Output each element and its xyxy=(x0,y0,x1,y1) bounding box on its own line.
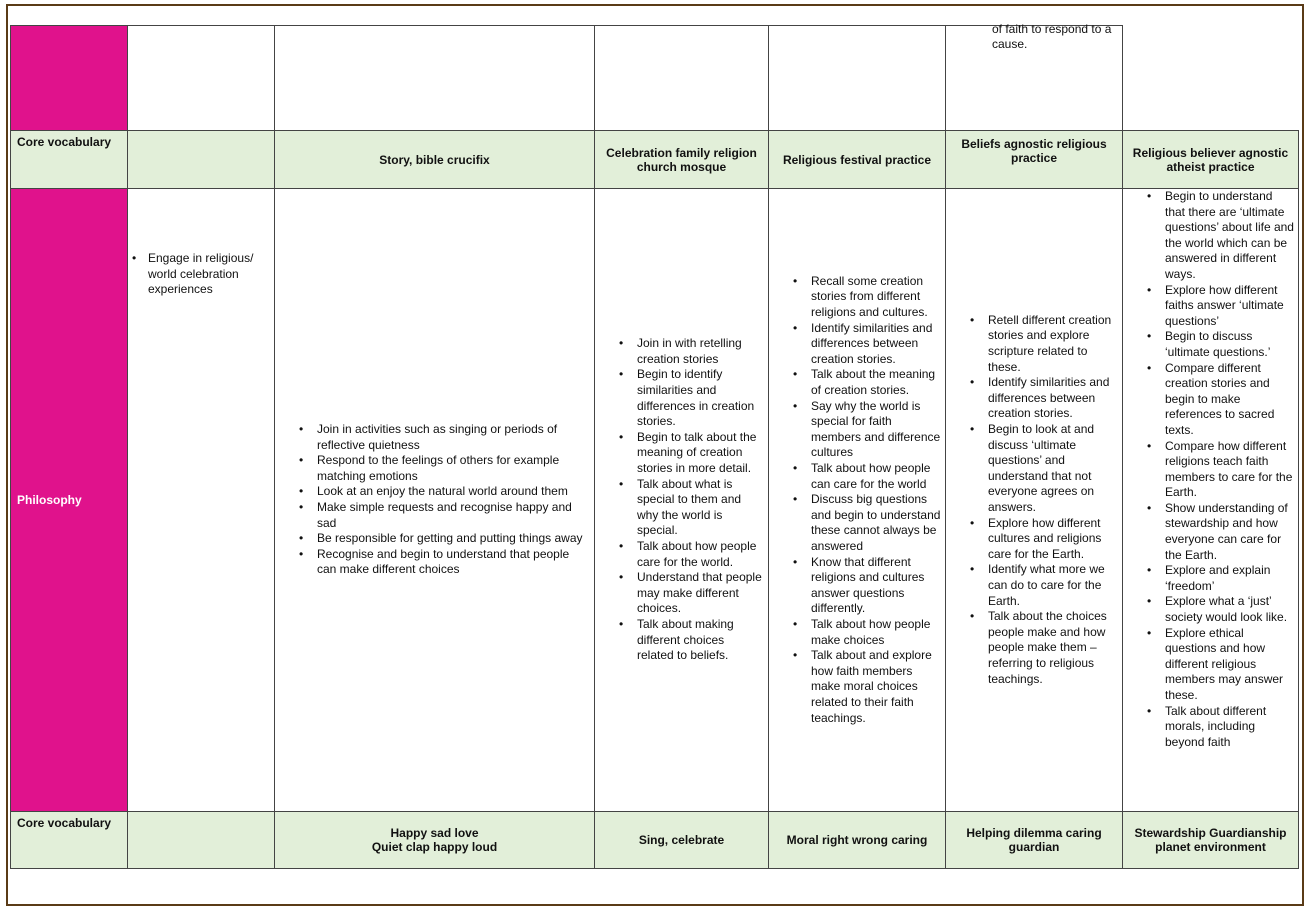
vocab-row-2-label: Core vocabulary xyxy=(11,812,128,869)
vocab-1-cell-6: Religious believer agnostic atheist practice xyxy=(1123,131,1299,189)
vocab-2-cell-2: Happy sad love Quiet clap happy loud xyxy=(275,812,595,869)
bullet-item: • Say why the world is special for faith members and difference cultures xyxy=(789,399,941,461)
col-4-list xyxy=(789,274,945,726)
vocab-2-cell-1 xyxy=(128,812,275,869)
bullet-item: • Understand that people may make different choices. xyxy=(615,570,764,617)
bullet-item: • Begin to talk about the meaning of creation stories in more detail. xyxy=(615,430,764,477)
philosophy-label: Philosophy xyxy=(11,189,128,812)
bullet-item: • Explore ethical questions and how different religious members may answer these. xyxy=(1143,626,1294,704)
philosophy-col-3 xyxy=(595,189,769,812)
col-5-list xyxy=(966,313,1122,687)
bullet-item: • Talk about making different choices related to beliefs. xyxy=(615,617,764,664)
bullet-item: • Recognise and begin to understand that people can make different choices xyxy=(295,547,590,578)
top-row-label-cell xyxy=(11,26,128,131)
bullet-item: • Be responsible for getting and putting things away xyxy=(295,531,590,547)
curriculum-table xyxy=(10,22,1299,869)
bullet-item: • Retell different creation stories and explore scripture related to these. xyxy=(966,313,1118,375)
bullet-item: • Begin to understand that there are ‘ultimate questions’ about life and the world which can be answered in different ways. xyxy=(1143,189,1294,283)
bullet-item: • Compare different creation stories and begin to make references to sacred texts. xyxy=(1143,361,1294,439)
bullet-item: • Talk about the choices people make and how people make them – referring to religious teachings. xyxy=(966,609,1118,687)
philosophy-col-1 xyxy=(128,189,275,812)
bullet-item: • Compare how different religions teach faith members to care for the Earth. xyxy=(1143,439,1294,501)
bullet-item: • Recall some creation stories from different religions and cultures. xyxy=(789,274,941,321)
vocab-1-cell-1 xyxy=(128,131,275,189)
philosophy-col-5 xyxy=(946,189,1123,812)
bullet-item: • Talk about and explore how faith members make moral choices related to their faith teachings. xyxy=(789,648,941,726)
vocab-1-cell-4: Religious festival practice xyxy=(769,131,946,189)
bullet-item: • Talk about how people make choices xyxy=(789,617,941,648)
bullet-item: • Join in activities such as singing or periods of reflective quietness xyxy=(295,422,590,453)
bullet-item: • Explore how different faiths answer ‘ultimate questions’ xyxy=(1143,283,1294,330)
philosophy-row xyxy=(11,189,1299,812)
bullet-item: • Explore how different cultures and religions care for the Earth. xyxy=(966,516,1118,563)
top-row xyxy=(11,26,1299,131)
bullet-item: • Talk about how people care for the world. xyxy=(615,539,764,570)
philosophy-col-2 xyxy=(275,189,595,812)
col-2-list xyxy=(295,422,594,578)
bullet-item: • Explore and explain ‘freedom’ xyxy=(1143,563,1294,594)
bullet-item: • Begin to look at and discuss ‘ultimate questions’ and understand that not everyone agrees on answers. xyxy=(966,422,1118,516)
vocab-row-1-label: Core vocabulary xyxy=(11,131,128,189)
bullet-item: • Begin to discuss ‘ultimate questions.’ xyxy=(1143,329,1294,360)
bullet-item: • Respond to the feelings of others for example matching emotions xyxy=(295,453,590,484)
vocab-2-cell-6: Stewardship Guardianship planet environment xyxy=(1123,812,1299,869)
bullet-item: • Engage in religious/ world celebration experiences xyxy=(128,251,270,298)
col-6-list xyxy=(1143,189,1298,750)
bullet-item: • Talk about the meaning of creation stories. xyxy=(789,367,941,398)
fragment-text: of faith to respond to a cause. xyxy=(992,22,1112,51)
vocab-row-2 xyxy=(11,812,1299,869)
bullet-item: • Identify similarities and differences between creation stories. xyxy=(789,321,941,368)
bullet-item: • Begin to identify similarities and differences in creation stories. xyxy=(615,367,764,429)
vocab-2-cell-4: Moral right wrong caring xyxy=(769,812,946,869)
bullet-item: • Show understanding of stewardship and how everyone can care for the Earth. xyxy=(1143,501,1294,563)
vocab-1-cell-5: Beliefs agnostic religious practice xyxy=(946,131,1123,189)
bullet-item: • Make simple requests and recognise happy and sad xyxy=(295,500,590,531)
bullet-item: • Talk about what is special to them and why the world is special. xyxy=(615,477,764,539)
vocab-2-cell-3: Sing, celebrate xyxy=(595,812,769,869)
bullet-item: • Look at an enjoy the natural world around them xyxy=(295,484,590,500)
top-row-cell-6 xyxy=(946,22,1123,131)
bullet-item: • Talk about how people can care for the world xyxy=(789,461,941,492)
vocab-1-cell-2: Story, bible crucifix xyxy=(275,131,595,189)
bullet-item: • Explore what a ‘just’ society would look like. xyxy=(1143,594,1294,625)
bullet-item: • Identify similarities and differences between creation stories. xyxy=(966,375,1118,422)
bullet-item: • Identify what more we can do to care for the Earth. xyxy=(966,562,1118,609)
vocab-1-cell-3: Celebration family religion church mosque xyxy=(595,131,769,189)
top-row-cell-1 xyxy=(128,26,275,131)
bullet-item: • Know that different religions and cultures answer questions differently. xyxy=(789,555,941,617)
philosophy-col-6 xyxy=(1123,189,1299,812)
vocab-2-cell-5: Helping dilemma caring guardian xyxy=(946,812,1123,869)
bullet-item: • Talk about different morals, including beyond faith xyxy=(1143,704,1294,751)
top-row-cell-2 xyxy=(275,26,595,131)
col-1-list xyxy=(128,251,274,298)
vocab-row-1 xyxy=(11,131,1299,189)
bullet-item: • Discuss big questions and begin to understand these cannot always be answered xyxy=(789,492,941,554)
col-3-list xyxy=(615,336,768,663)
top-row-cell-3 xyxy=(595,26,769,131)
philosophy-col-4 xyxy=(769,189,946,812)
top-row-cell-4 xyxy=(769,26,946,131)
bullet-item: • Join in with retelling creation stories xyxy=(615,336,764,367)
